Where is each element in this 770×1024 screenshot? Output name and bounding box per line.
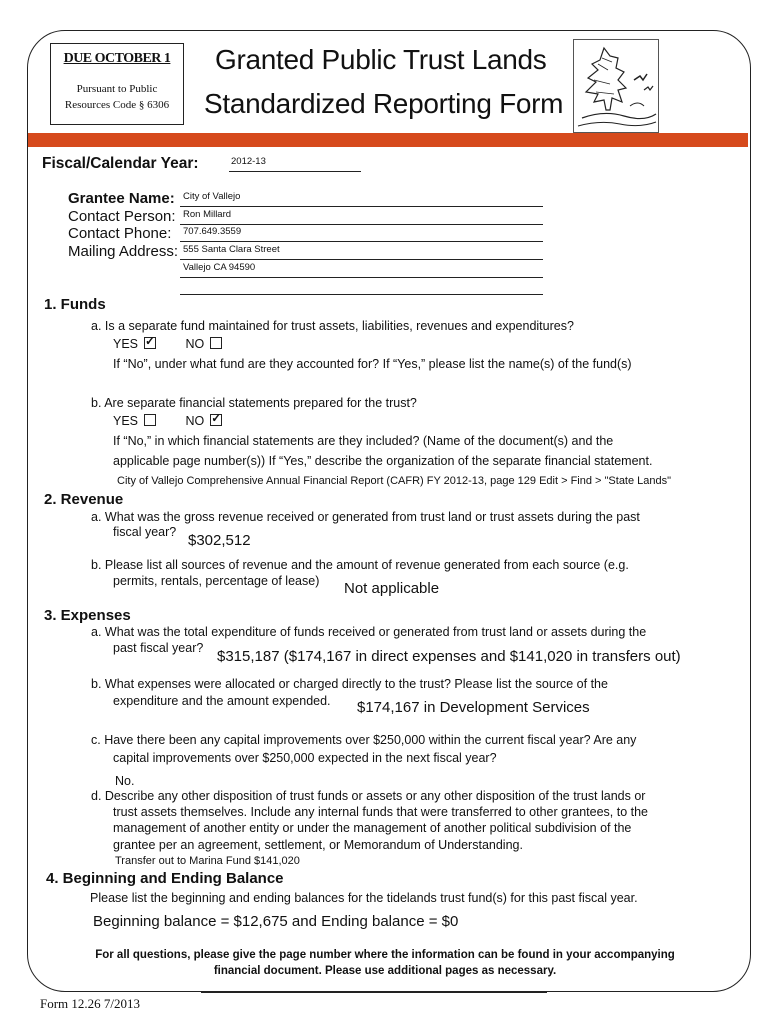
expenses-question-b-line-1: b. What expenses were allocated or charged directly to the trust? Please list the source of the bbox=[91, 677, 608, 691]
expenses-question-d-line-3: management of another entity or under the management of another political subdivision of the bbox=[113, 821, 632, 835]
contact-person-label: Contact Person: bbox=[68, 208, 176, 225]
statute-line-1: Pursuant to Public bbox=[76, 83, 158, 95]
footer-note-line-1: For all questions, please give the page number where the information can be found in your accompanying bbox=[95, 949, 675, 961]
mailing-address-field-1[interactable] bbox=[180, 243, 543, 260]
funds-b-yes-label: YES bbox=[113, 414, 139, 428]
fiscal-year-label: Fiscal/Calendar Year: bbox=[42, 155, 199, 172]
contact-person-field[interactable] bbox=[180, 208, 543, 225]
funds-a-yes-checkbox[interactable] bbox=[144, 337, 156, 349]
funds-question-a: a. Is a separate fund maintained for trust assets, liabilities, revenues and expenditures? bbox=[91, 319, 574, 333]
section-balance-heading: 4. Beginning and Ending Balance bbox=[46, 870, 284, 887]
grantee-name-field[interactable] bbox=[180, 190, 543, 207]
funds-b-yes-checkbox[interactable] bbox=[144, 414, 156, 426]
balance-answer: Beginning balance = $12,675 and Ending balance = $0 bbox=[93, 913, 459, 930]
footer-note bbox=[40, 947, 730, 979]
statute-line-2: Resources Code § 6306 bbox=[64, 99, 170, 111]
expenses-a-answer: $315,187 ($174,167 in direct expenses and $141,020 in transfers out) bbox=[217, 648, 681, 665]
footer-note-line-2: financial document. Please use additional pages as necessary. bbox=[213, 965, 557, 977]
revenue-b-answer: Not applicable bbox=[344, 580, 440, 597]
funds-a-yes-label: YES bbox=[113, 337, 139, 351]
mailing-address-label: Mailing Address: bbox=[68, 243, 179, 260]
funds-a-no-label: NO bbox=[185, 337, 205, 351]
expenses-d-answer: Transfer out to Marina Fund $141,020 bbox=[115, 855, 300, 867]
grantee-name-label: Grantee Name: bbox=[68, 190, 175, 207]
expenses-question-a-line-1: a. What was the total expenditure of funds received or generated from trust land or assets during the bbox=[91, 625, 647, 639]
funds-b-answer: City of Vallejo Comprehensive Annual Financial Report (CAFR) FY 2012-13, page 129 Edit > Find > "State Lands" bbox=[117, 475, 672, 487]
expenses-question-d-line-2: trust assets themselves. Include any internal funds that were transferred to other grantees, to the bbox=[113, 805, 649, 819]
funds-b-followup-2: applicable page number(s)) If “Yes,” describe the organization of the separate financial statement. bbox=[113, 454, 653, 468]
mailing-address-value-2: Vallejo CA 94590 bbox=[183, 262, 256, 273]
funds-a-options bbox=[113, 337, 222, 351]
expenses-question-d-line-4: grantee per an agreement, settlement, or Memorandum of Understanding. bbox=[113, 838, 523, 852]
form-title-line-2: Standardized Reporting Form bbox=[204, 88, 564, 119]
mailing-address-value-1: 555 Santa Clara Street bbox=[183, 244, 280, 255]
revenue-question-a-line-1: a. What was the gross revenue received or generated from trust land or trust assets during the past bbox=[91, 510, 640, 524]
form-identifier: Form 12.26 7/2013 bbox=[40, 996, 141, 1011]
funds-a-no-checkbox[interactable] bbox=[210, 337, 222, 349]
revenue-question-b-line-1: b. Please list all sources of revenue and the amount of revenue generated from each source (e.g. bbox=[91, 558, 629, 572]
funds-b-options bbox=[113, 414, 222, 428]
mailing-address-field-2[interactable] bbox=[180, 261, 543, 278]
fiscal-year-value: 2012-13 bbox=[231, 156, 266, 167]
statute-reference bbox=[51, 81, 183, 113]
funds-question-b: b. Are separate financial statements prepared for the trust? bbox=[91, 396, 417, 410]
grantee-name-value: City of Vallejo bbox=[183, 191, 241, 202]
expenses-question-a-line-2: past fiscal year? bbox=[113, 641, 204, 655]
funds-b-no-checkbox[interactable] bbox=[210, 414, 222, 426]
expenses-question-b-line-2: expenditure and the amount expended. bbox=[113, 694, 331, 708]
expenses-question-c-line-1: c. Have there been any capital improvements over $250,000 within the current fiscal year? Are any bbox=[91, 733, 637, 747]
contact-phone-field[interactable] bbox=[180, 225, 543, 242]
revenue-question-a-line-2: fiscal year? bbox=[113, 525, 177, 539]
expenses-b-answer: $174,167 in Development Services bbox=[357, 699, 590, 716]
fiscal-year-field[interactable] bbox=[229, 155, 361, 172]
section-funds-heading: 1. Funds bbox=[44, 296, 106, 313]
due-date-box bbox=[50, 43, 184, 125]
expenses-question-c-line-2: capital improvements over $250,000 expected in the next fiscal year? bbox=[113, 751, 497, 765]
accent-bar bbox=[28, 133, 748, 147]
expenses-c-answer: No. bbox=[115, 774, 135, 788]
funds-a-followup: If “No”, under what fund are they accounted for? If “Yes,” please list the name(s) of the fund(s) bbox=[113, 357, 632, 371]
form-title-line-1: Granted Public Trust Lands bbox=[215, 44, 547, 75]
footer-rule bbox=[201, 992, 547, 993]
revenue-question-b-line-2: permits, rentals, percentage of lease) bbox=[113, 574, 320, 588]
revenue-a-answer: $302,512 bbox=[188, 532, 251, 549]
contact-person-value: Ron Millard bbox=[183, 209, 232, 220]
due-date-label: DUE OCTOBER 1 bbox=[63, 51, 171, 66]
funds-b-no-label: NO bbox=[185, 414, 205, 428]
section-expenses-heading: 3. Expenses bbox=[44, 607, 131, 624]
funds-b-followup-1: If “No,” in which financial statements are they included? (Name of the document(s) and the bbox=[113, 434, 614, 448]
expenses-question-d-line-1: d. Describe any other disposition of trust funds or assets or any other disposition of the trust lands or bbox=[91, 789, 646, 803]
mailing-address-field-3[interactable] bbox=[180, 279, 543, 295]
contact-phone-value: 707.649.3559 bbox=[183, 226, 242, 237]
state-lands-logo bbox=[573, 39, 659, 133]
balance-question: Please list the beginning and ending balances for the tidelands trust fund(s) for this past fiscal year. bbox=[90, 891, 638, 905]
contact-phone-label: Contact Phone: bbox=[68, 225, 172, 242]
section-revenue-heading: 2. Revenue bbox=[44, 491, 124, 508]
